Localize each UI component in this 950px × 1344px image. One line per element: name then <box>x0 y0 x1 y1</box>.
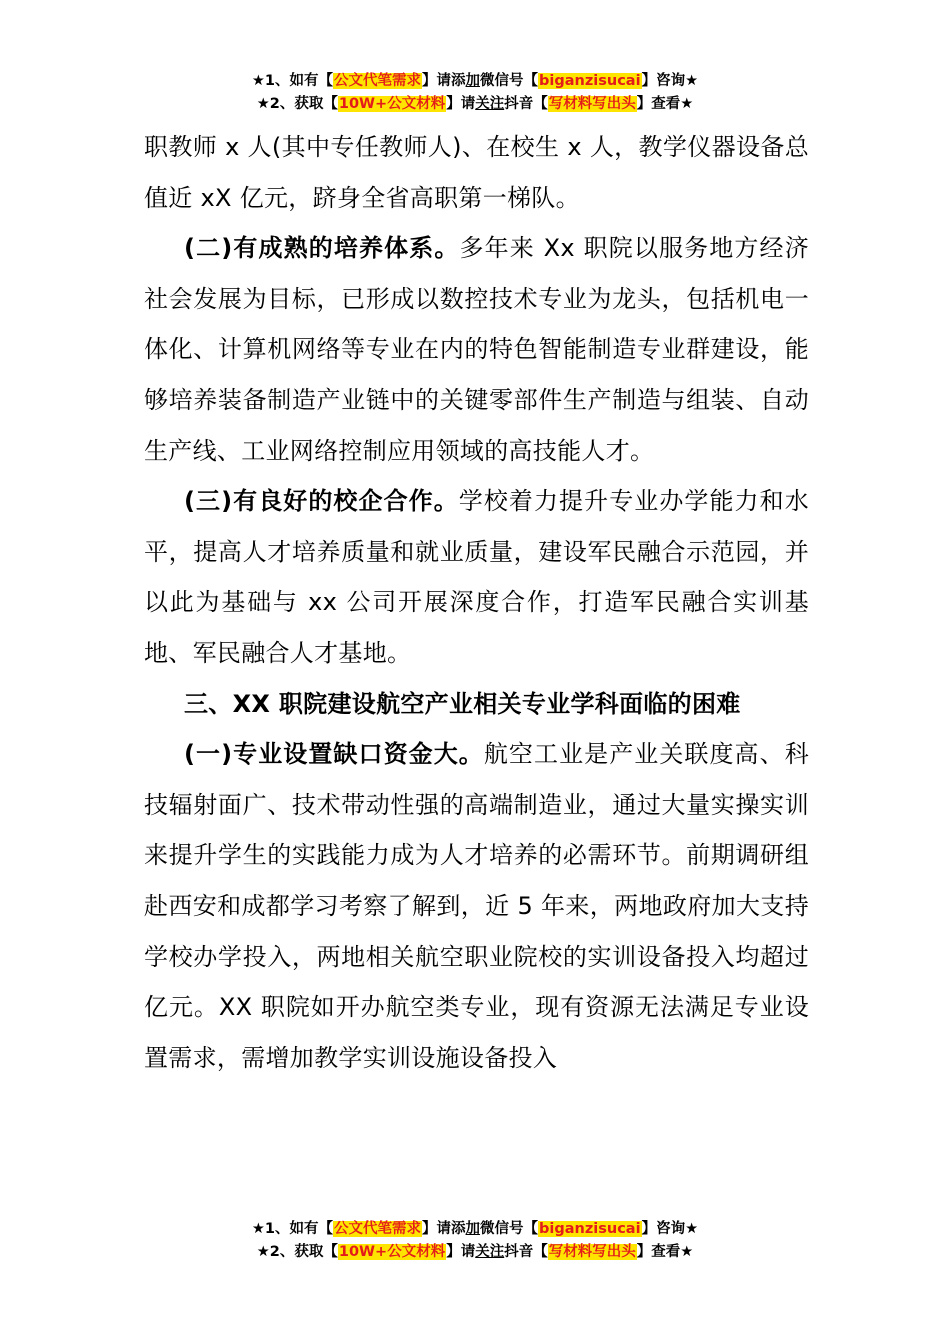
banner-highlight-wechat: biganzisucai <box>539 73 641 89</box>
banner-underline: 关注 <box>475 96 505 112</box>
banner-highlight-douyin: 写材料写出头 <box>548 96 636 112</box>
banner-text: 】咨询★ <box>641 1221 699 1237</box>
banner-underline: 加 <box>465 1221 481 1237</box>
paragraph-school-enterprise <box>144 476 809 678</box>
section-title: 三、XX 职院建设航空产业相关专业学科面临的困难 <box>184 689 741 718</box>
banner-text: 微信号【 <box>480 73 539 89</box>
banner-text: ★2、获取【 <box>256 1244 338 1260</box>
paragraph-heading: (三)有良好的校企合作。 <box>184 487 459 516</box>
banner-text: 抖音【 <box>504 96 548 112</box>
banner-highlight: 10W+公文材料 <box>338 96 446 112</box>
banner-text: 】咨询★ <box>641 73 699 89</box>
paragraph-continuation <box>144 122 809 223</box>
banner-text: ★2、获取【 <box>256 96 338 112</box>
banner-line-2 <box>0 93 950 116</box>
paragraph-funding-gap <box>144 729 809 1083</box>
banner-text: 】查看★ <box>636 1244 694 1260</box>
banner-text: 】请 <box>446 96 476 112</box>
banner-highlight: 10W+公文材料 <box>338 1244 446 1260</box>
banner-text: 】请添 <box>422 73 466 89</box>
paragraph-text: 多年来 Xx 职院以服务地方经济社会发展为目标，已形成以数控技术专业为龙头，包括机电一体化、计算机网络等专业在内的特色智能制造专业群建设，能够培养装备制造产业链中的关键零部件生产制造与组装、自动生产线、工业网络控制应用领域的高技能人才。 <box>144 234 809 465</box>
banner-line-2 <box>0 1241 950 1264</box>
banner-underline: 关注 <box>475 1244 505 1260</box>
banner-text: ★1、如有【 <box>251 1221 334 1237</box>
document-body <box>144 122 809 1083</box>
banner-text: ★1、如有【 <box>251 73 334 89</box>
banner-highlight-douyin: 写材料写出头 <box>548 1244 636 1260</box>
footer-banner <box>0 1218 950 1264</box>
paragraph-text: 航空工业是产业关联度高、科技辐射面广、技术带动性强的高端制造业，通过大量实操实训来提升学生的实践能力成为人才培养的必需环节。前期调研组赴西安和成都学习考察了解到，近 5 年来，两地政府加大支持学校办学投入，两地相关航空职业院校的实训设备投入均超过亿元。XX 职院如开办航空类专业，现有资源无法满足专业设置需求，需增加教学实训设施设备投入 <box>144 740 809 1072</box>
banner-highlight: 公文代笔需求 <box>334 73 422 89</box>
paragraph-text: 学校着力提升专业办学能力和水平，提高人才培养质量和就业质量，建设军民融合示范园，并以此为基础与 xx 公司开展深度合作，打造军民融合实训基地、军民融合人才基地。 <box>144 487 809 667</box>
banner-text: 抖音【 <box>504 1244 548 1260</box>
paragraph-heading: (二)有成熟的培养体系。 <box>184 234 460 263</box>
header-banner <box>0 70 950 116</box>
banner-line-1 <box>0 70 950 93</box>
paragraph-heading: (一)专业设置缺口资金大。 <box>184 740 484 769</box>
banner-line-1 <box>0 1218 950 1241</box>
paragraph-text: 职教师 x 人(其中专任教师人)、在校生 x 人，教学仪器设备总值近 xX 亿元，跻身全省高职第一梯队。 <box>144 133 809 212</box>
banner-highlight: 公文代笔需求 <box>334 1221 422 1237</box>
banner-highlight-wechat: biganzisucai <box>539 1221 641 1237</box>
banner-text: 】查看★ <box>636 96 694 112</box>
paragraph-training-system <box>144 223 809 476</box>
banner-text: 】请添 <box>422 1221 466 1237</box>
banner-underline: 加 <box>465 73 481 89</box>
banner-text: 微信号【 <box>480 1221 539 1237</box>
banner-text: 】请 <box>446 1244 476 1260</box>
